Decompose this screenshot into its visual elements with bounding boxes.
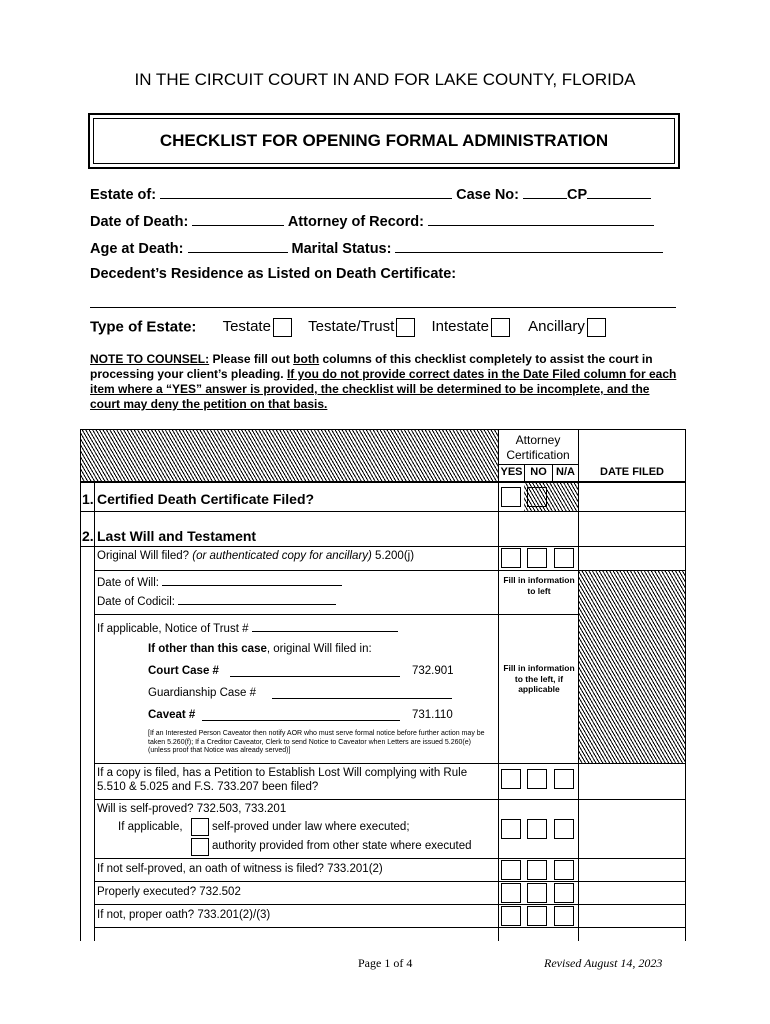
- yes-header: YES: [500, 466, 523, 478]
- original-will-rule: 5.200(j): [371, 550, 415, 562]
- testate-checkbox[interactable]: [273, 318, 292, 337]
- guardianship-label: Guardianship Case #: [148, 687, 257, 699]
- notice-of-trust-label: If applicable, Notice of Trust #: [97, 623, 249, 635]
- self-proved-yes-checkbox[interactable]: [501, 819, 521, 839]
- cp-field[interactable]: [587, 185, 651, 199]
- intestate-checkbox[interactable]: [491, 318, 510, 337]
- form-title: CHECKLIST FOR OPENING FORMAL ADMINISTRATION: [93, 118, 675, 164]
- residence-label: Decedent’s Residence as Listed on Death Certificate:: [90, 266, 457, 282]
- self-proved-na-checkbox[interactable]: [554, 819, 574, 839]
- copy-filed-label: If a copy is filed, has a Petition to Establish Lost Will complying with Rule 5.510 & 5.025 and F.S. 733.207 been filed?: [97, 767, 468, 793]
- item1-yes-checkbox[interactable]: [501, 487, 521, 507]
- date-of-codicil-row: [97, 594, 336, 608]
- caveat-ref: 731.110: [412, 709, 453, 721]
- option-testate-trust-label: Testate/Trust: [308, 318, 395, 336]
- attorney-label: Attorney of Record:: [287, 214, 424, 230]
- estate-of-field[interactable]: [160, 185, 452, 199]
- caveat-field[interactable]: [202, 720, 400, 721]
- court-heading: IN THE CIRCUIT COURT IN AND FOR LAKE COUNTY, FLORIDA: [134, 70, 636, 89]
- proper-oath-na-checkbox[interactable]: [554, 906, 574, 926]
- na-header: N/A: [556, 466, 575, 478]
- item2-number: 2.: [82, 528, 94, 544]
- age-row: [90, 239, 663, 257]
- self-proved-label: Will is self-proved? 732.503, 733.201: [97, 803, 287, 815]
- proper-oath-yes-checkbox[interactable]: [501, 906, 521, 926]
- option-testate-label: Testate: [222, 318, 271, 336]
- header-hatch: [80, 429, 498, 481]
- estate-of-row: [90, 185, 651, 203]
- item2-label: Last Will and Testament: [97, 528, 257, 544]
- title-box: [88, 113, 680, 169]
- case-no-label: Case No:: [456, 187, 519, 203]
- oath-no-checkbox[interactable]: [527, 860, 547, 880]
- not-self-proved-label: If not self-proved, an oath of witness is filed? 733.201(2): [97, 863, 383, 875]
- date-of-codicil-label: Date of Codicil:: [97, 596, 175, 608]
- other-case-row: [148, 643, 372, 655]
- fill-info-note-2: Fill in information to the left, if applicable: [503, 663, 575, 694]
- note-text1: Please fill out: [209, 352, 294, 366]
- original-will-na-checkbox[interactable]: [554, 548, 574, 568]
- cp-label: CP: [567, 187, 588, 203]
- if-applicable-label: If applicable,: [118, 821, 183, 833]
- oath-yes-checkbox[interactable]: [501, 860, 521, 880]
- case-no-field[interactable]: [523, 185, 567, 199]
- note-to-counsel: [90, 352, 680, 412]
- testate-trust-checkbox[interactable]: [396, 318, 415, 337]
- copy-filed-no-checkbox[interactable]: [527, 769, 547, 789]
- marital-label: Marital Status:: [291, 241, 392, 257]
- age-field[interactable]: [188, 239, 288, 253]
- option-ancillary-label: Ancillary: [528, 318, 585, 336]
- caveat-label: Caveat #: [148, 709, 196, 721]
- original-will-row: [97, 550, 414, 562]
- date-of-death-row: [90, 212, 654, 230]
- option-intestate-label: Intestate: [431, 318, 489, 336]
- executed-yes-checkbox[interactable]: [501, 883, 521, 903]
- note-lead: NOTE TO COUNSEL:: [90, 352, 210, 366]
- court-case-field[interactable]: [230, 676, 400, 677]
- no-header: NO: [530, 466, 547, 478]
- fill-info-note-1: Fill in information to left: [503, 575, 575, 596]
- copy-filed-yes-checkbox[interactable]: [501, 769, 521, 789]
- self-proved-law-checkbox[interactable]: [191, 818, 209, 836]
- date-filed-header: DATE FILED: [600, 466, 664, 478]
- date-of-will-row: [97, 575, 342, 589]
- date-filed-hatch: [578, 570, 686, 763]
- court-case-ref: 732.901: [412, 665, 454, 677]
- ancillary-checkbox[interactable]: [587, 318, 606, 337]
- other-case-text: , original Will filed in:: [266, 643, 372, 655]
- page-number: Page 1 of 4: [358, 956, 413, 970]
- estate-type-label: Type of Estate:: [90, 318, 197, 336]
- residence-field[interactable]: [90, 307, 676, 308]
- item1-number: 1.: [82, 491, 94, 507]
- original-will-yes-checkbox[interactable]: [501, 548, 521, 568]
- court-case-label: Court Case #: [148, 665, 219, 677]
- date-of-will-field[interactable]: [162, 575, 342, 586]
- original-will-no-checkbox[interactable]: [527, 548, 547, 568]
- authority-label: authority provided from other state where executed: [212, 840, 472, 852]
- original-will-label: Original Will filed?: [97, 550, 193, 562]
- caveat-note: [If an Interested Person Caveator then notify AOR who must serve formal notice before further action may be taken 5.260(f); If a Creditor Caveator, Clerk to send Notice to Caveator when Letters are issued 5.260(e) (unless proof that Notice was already served)]: [148, 730, 485, 754]
- date-of-death-label: Date of Death:: [90, 214, 189, 230]
- self-proved-no-checkbox[interactable]: [527, 819, 547, 839]
- executed-na-checkbox[interactable]: [554, 883, 574, 903]
- properly-executed-label: Properly executed? 732.502: [97, 886, 241, 898]
- self-proved-law-label: self-proved under law where executed;: [212, 821, 410, 833]
- note-text2: columns of this checklist completely to assist the court in processing your client’s pleading.: [90, 352, 653, 381]
- oath-na-checkbox[interactable]: [554, 860, 574, 880]
- other-case-bold: If other than this case: [148, 643, 267, 655]
- proper-oath-no-checkbox[interactable]: [527, 906, 547, 926]
- executed-no-checkbox[interactable]: [527, 883, 547, 903]
- attorney-field[interactable]: [428, 212, 654, 226]
- notice-of-trust-field[interactable]: [252, 621, 398, 632]
- estate-of-label: Estate of:: [90, 187, 157, 203]
- proper-oath-label: If not, proper oath? 733.201(2)/(3): [97, 909, 271, 921]
- item1-label: Certified Death Certificate Filed?: [97, 491, 315, 507]
- revised-date: Revised August 14, 2023: [544, 956, 663, 970]
- estate-type-row: [90, 318, 606, 337]
- note-both: both: [293, 352, 320, 366]
- guardianship-field[interactable]: [272, 698, 452, 699]
- item1-no-checkbox[interactable]: [527, 487, 547, 507]
- notice-of-trust-row: [97, 621, 398, 635]
- date-of-will-label: Date of Will:: [97, 577, 159, 589]
- date-of-codicil-field[interactable]: [178, 594, 336, 605]
- note-warning: If you do not provide correct dates in the Date Filed column for each item where a “YES” answer is provided, the checklist will be determined to be incomplete, and the court may deny the petition on that basis.: [90, 367, 677, 411]
- date-of-death-field[interactable]: [192, 212, 284, 226]
- age-label: Age at Death:: [90, 241, 184, 257]
- checklist-table: [80, 429, 686, 941]
- attorney-cert-header: Attorney Certification: [506, 433, 570, 462]
- original-will-note: (or authenticated copy for ancillary): [192, 550, 372, 562]
- marital-field[interactable]: [395, 239, 663, 253]
- copy-filed-na-checkbox[interactable]: [554, 769, 574, 789]
- authority-checkbox[interactable]: [191, 838, 209, 856]
